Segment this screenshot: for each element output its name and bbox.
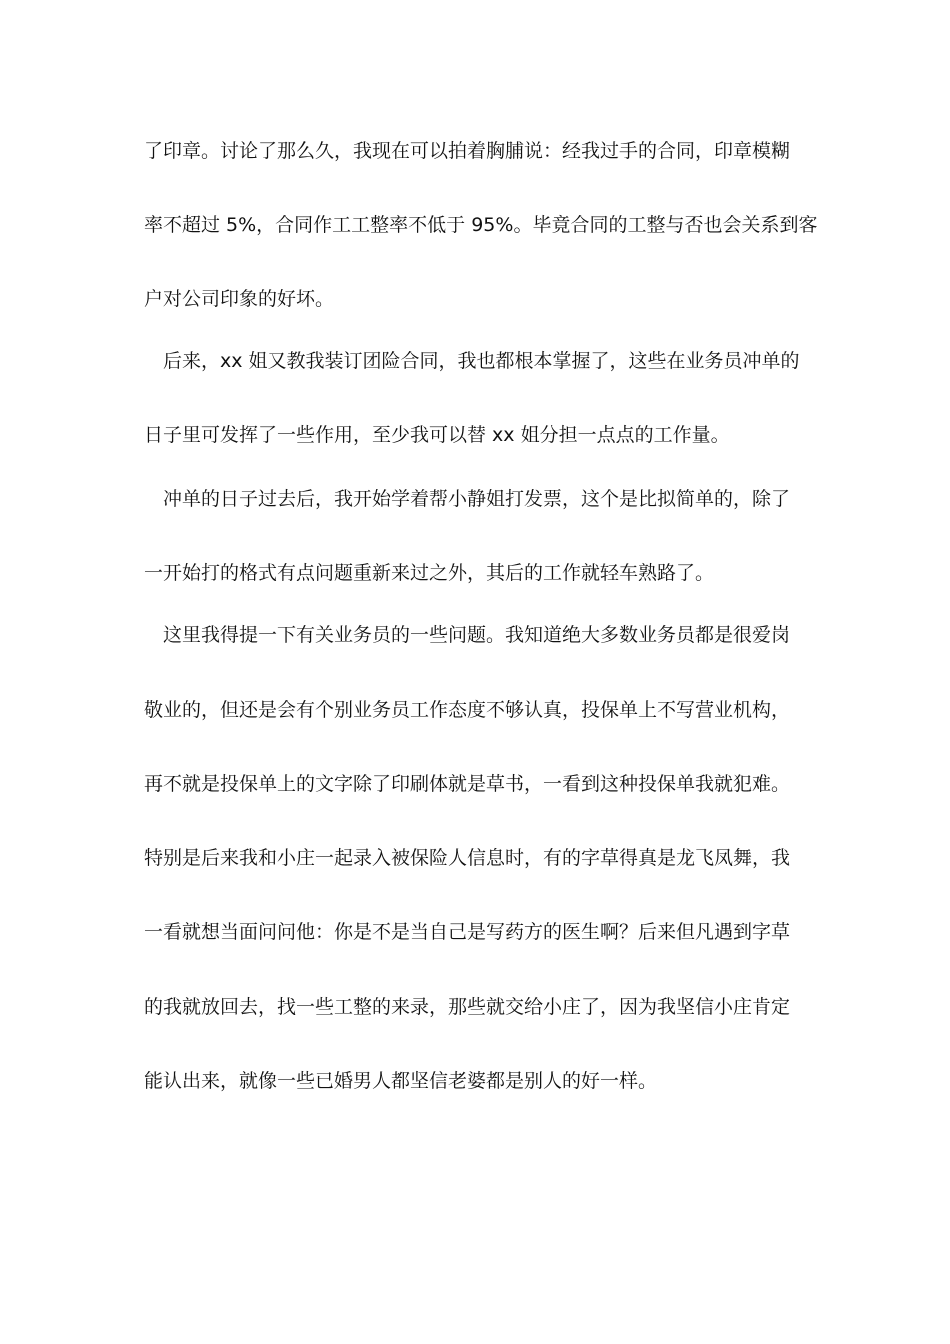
text-line: 后来，xx 姐又教我装订团险合同，我也都根本掌握了，这些在业务员冲单的 — [144, 350, 800, 372]
text-line: 的我就放回去，找一些工整的来录，那些就交给小庄了，因为我坚信小庄肯定 — [144, 996, 791, 1018]
text-line: 特别是后来我和小庄一起录入被保险人信息时，有的字草得真是龙飞凤舞，我 — [144, 847, 791, 869]
text-line: 一开始打的格式有点问题重新来过之外，其后的工作就轻车熟路了。 — [144, 562, 715, 584]
text-line: 冲单的日子过去后，我开始学着帮小静姐打发票，这个是比拟简单的，除了 — [144, 488, 791, 510]
text-line: 再不就是投保单上的文字除了印刷体就是草书，一看到这种投保单我就犯难。 — [144, 773, 791, 795]
text-line: 敬业的，但还是会有个别业务员工作态度不够认真，投保单上不写营业机构， — [144, 699, 791, 721]
text-line: 户对公司印象的好坏。 — [144, 288, 335, 310]
text-line: 能认出来，就像一些已婚男人都坚信老婆都是别人的好一样。 — [144, 1070, 658, 1092]
text-line: 日子里可发挥了一些作用，至少我可以替 xx 姐分担一点点的工作量。 — [144, 424, 730, 446]
text-line: 这里我得提一下有关业务员的一些问题。我知道绝大多数业务员都是很爱岗 — [144, 624, 791, 646]
text-line: 一看就想当面问问他：你是不是当自己是写药方的医生啊？后来但凡遇到字草 — [144, 921, 791, 943]
text-line: 率不超过 5%，合同作工工整率不低于 95%。毕竟合同的工整与否也会关系到客 — [144, 214, 818, 236]
text-line: 了印章。讨论了那么久，我现在可以拍着胸脯说：经我过手的合同，印章模糊 — [144, 140, 791, 162]
